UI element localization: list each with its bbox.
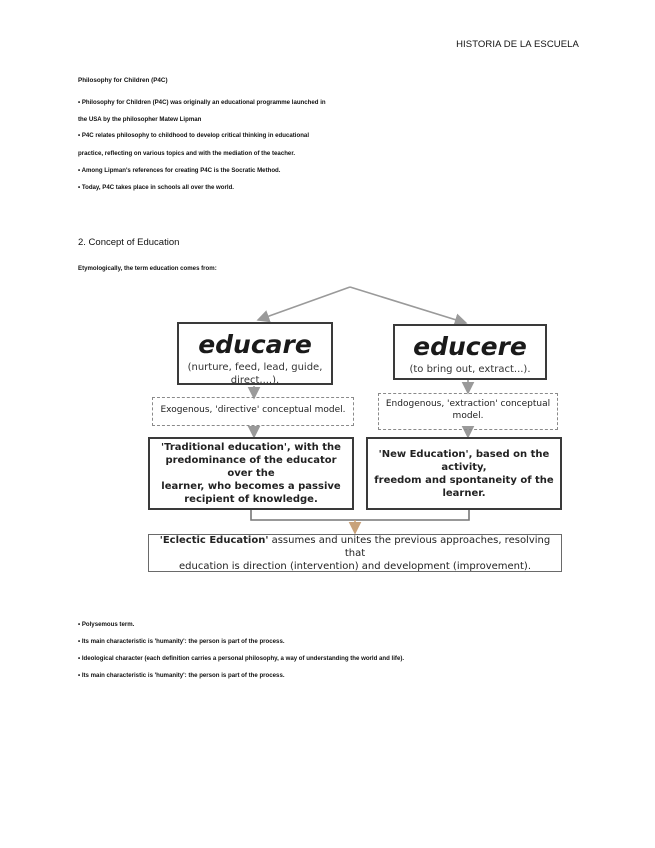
- connector-top-left: [258, 287, 350, 320]
- bullet-item: • Ideological character (each definition carries a personal philosophy, a way of understanding the world and life).: [78, 655, 405, 662]
- eclectic-education-box: [148, 534, 562, 572]
- etymology-intro: Etymologically, the term education comes from:: [78, 265, 217, 272]
- p4c-line: • Today, P4C takes place in schools all over the world.: [78, 184, 234, 191]
- bullet-item: • Its main characteristic is 'humanity': the person is part of the process.: [78, 672, 285, 679]
- educare-meaning-line1: (nurture, feed, lead, guide,: [187, 362, 323, 373]
- new-education-box: [366, 437, 562, 510]
- new-education-line2: freedom and spontaneity of the: [374, 474, 554, 486]
- eclectic-line2: education is direction (intervention) and development (improvement).: [178, 560, 532, 572]
- endogenous-model-box: [378, 393, 558, 430]
- connector-top-right: [350, 287, 466, 323]
- p4c-line: • Philosophy for Children (P4C) was originally an educational programme launched in: [78, 99, 326, 106]
- bullet-item: • Its main characteristic is 'humanity': the person is part of the process.: [78, 638, 285, 645]
- eclectic-label: 'Eclectic Education': [159, 534, 269, 546]
- traditional-education-box: [148, 437, 354, 510]
- educere-word: educere: [413, 332, 527, 361]
- bracket-bottom: [251, 510, 469, 520]
- p4c-line: • Among Lipman's references for creating P4C is the Socratic Method.: [78, 167, 281, 174]
- p4c-line: the USA by the philosopher Matew Lipman: [78, 116, 202, 123]
- traditional-line3: learner, who becomes a passive: [161, 481, 341, 492]
- endogenous-model-line2: model.: [452, 411, 484, 421]
- educere-box: [393, 324, 547, 380]
- p4c-line: • P4C relates philosophy to childhood to develop critical thinking in educational: [78, 132, 310, 139]
- p4c-title: Philosophy for Children (P4C): [78, 77, 168, 84]
- traditional-line4: recipient of knowledge.: [184, 494, 318, 505]
- educere-meaning: (to bring out, extract...).: [409, 364, 531, 375]
- eclectic-rest: assumes and unites the previous approaches, resolving that: [268, 534, 551, 559]
- new-education-line1: 'New Education', based on the activity,: [378, 448, 550, 473]
- educare-word: educare: [198, 330, 312, 359]
- page-header-title: HISTORIA DE LA ESCUELA: [456, 39, 579, 50]
- exogenous-model-box: Exogenous, 'directive' conceptual model.: [152, 397, 354, 426]
- educare-meaning-line2: direct,...).: [230, 375, 280, 386]
- endogenous-model-line1: Endogenous, 'extraction' conceptual: [385, 399, 551, 409]
- traditional-line1: 'Traditional education', with the: [161, 442, 341, 453]
- bullet-item: • Polysemous term.: [78, 621, 135, 628]
- p4c-line: practice, reflecting on various topics and with the mediation of the teacher.: [78, 150, 296, 157]
- traditional-line2: predominance of the educator over the: [165, 455, 337, 479]
- new-education-line3: learner.: [442, 487, 486, 499]
- educare-meaning: [179, 361, 331, 387]
- educare-box: [177, 322, 333, 385]
- section-heading: 2. Concept of Education: [78, 237, 180, 248]
